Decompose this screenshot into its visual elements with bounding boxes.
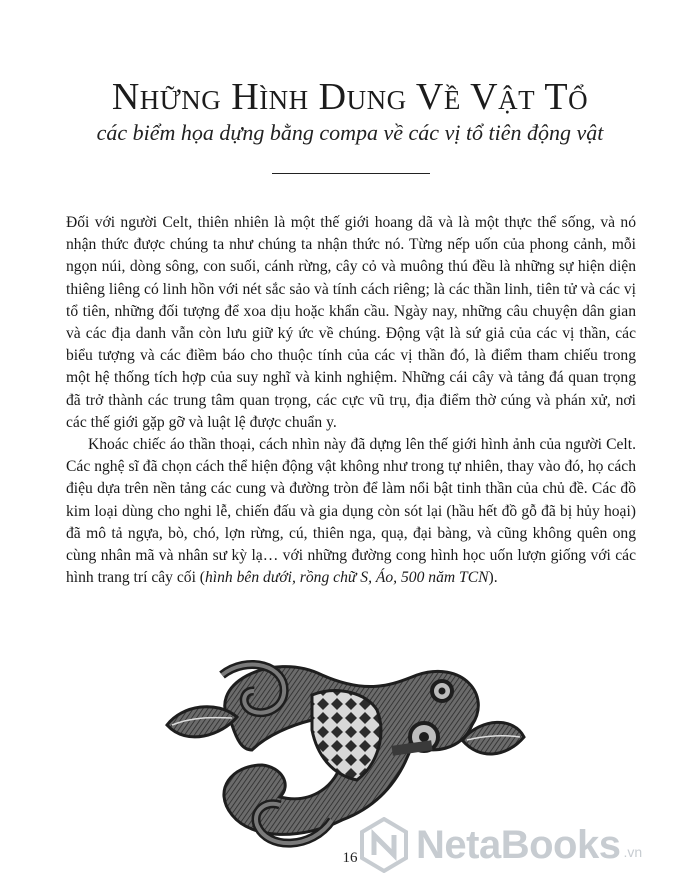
paragraph-1: Đối với người Celt, thiên nhiên là một thế giới hoang dã và là một thực thể sống, và nó nhận thức được chúng ta như chúng ta nhận thức nó. Từng nếp uốn của phong cảnh, mỗi ngọn núi, dòng sông, con suối, cánh rừng, cây cỏ và muông thú đều là những sự hiện diện thiêng liêng có linh hồn với nét sắc sảo và tính cách riêng; là các thần linh, tiên tử và các vị tổ tiên, những đối tượng để xoa dịu hoặc khẩn cầu. Ngày nay, những câu chuyện dân gian và các địa danh vẫn còn lưu giữ ký ức về chúng. Động vật là sứ giả của các vị thần, các biểu tượng và các điềm báo cho thuộc tính của các vị thần đó, là điểm tham chiếu trong một hệ thống tích hợp của suy nghĩ và kinh nghiệm. Những cái cây và tảng đá quan trọng đã trở thành các trung tâm quan trọng, các cực vũ trụ, địa điểm thờ cúng và phán xử, nơi các thế giới gặp gỡ và luật lệ được chuẩn y. [66, 214, 636, 431]
netabooks-logo-icon [358, 817, 410, 873]
watermark-brand: NetaBooks [416, 822, 621, 867]
paragraph-2 [66, 434, 636, 589]
page-title: Những Hình Dung Về Vật Tổ [111, 76, 589, 118]
paragraph-2-end: ). [488, 569, 498, 587]
page-number: 16 [342, 850, 358, 866]
watermark-suffix: .vn [623, 844, 643, 860]
page-subtitle: các biểm họa dựng bằng compa về các vị tổ tiên động vật [96, 120, 604, 145]
paragraph-2-text: Khoác chiếc áo thần thoại, cách nhìn này đã dựng lên thế giới hình ảnh của người Celt. Các nghệ sĩ đã chọn cách thể hiện động vật không như trong tự nhiên, thay vào đó, họ cách điệu dựa trên nền tảng các cung và đường tròn để làm nổi bật tinh thần của chủ đề. Các đồ kim loại dùng cho nghi lễ, chiến đấu và gia dụng còn sót lại (hầu hết đồ gỗ đã bị hủy hoại) đã mô tả ngựa, bò, chó, lợn rừng, cú, thiên nga, quạ, đại bàng, và cũng không quên ong cùng nhân mã và nhân sư kỳ lạ… với những đường cong hình học uốn lượn giống với các hình trang trí cây cối ( [66, 436, 636, 587]
title-divider [272, 173, 430, 174]
watermark [358, 810, 698, 880]
figure-caption-reference: hình bên dưới, rồng chữ S, Áo, 500 năm TCN [205, 569, 489, 587]
body-text [66, 212, 636, 589]
